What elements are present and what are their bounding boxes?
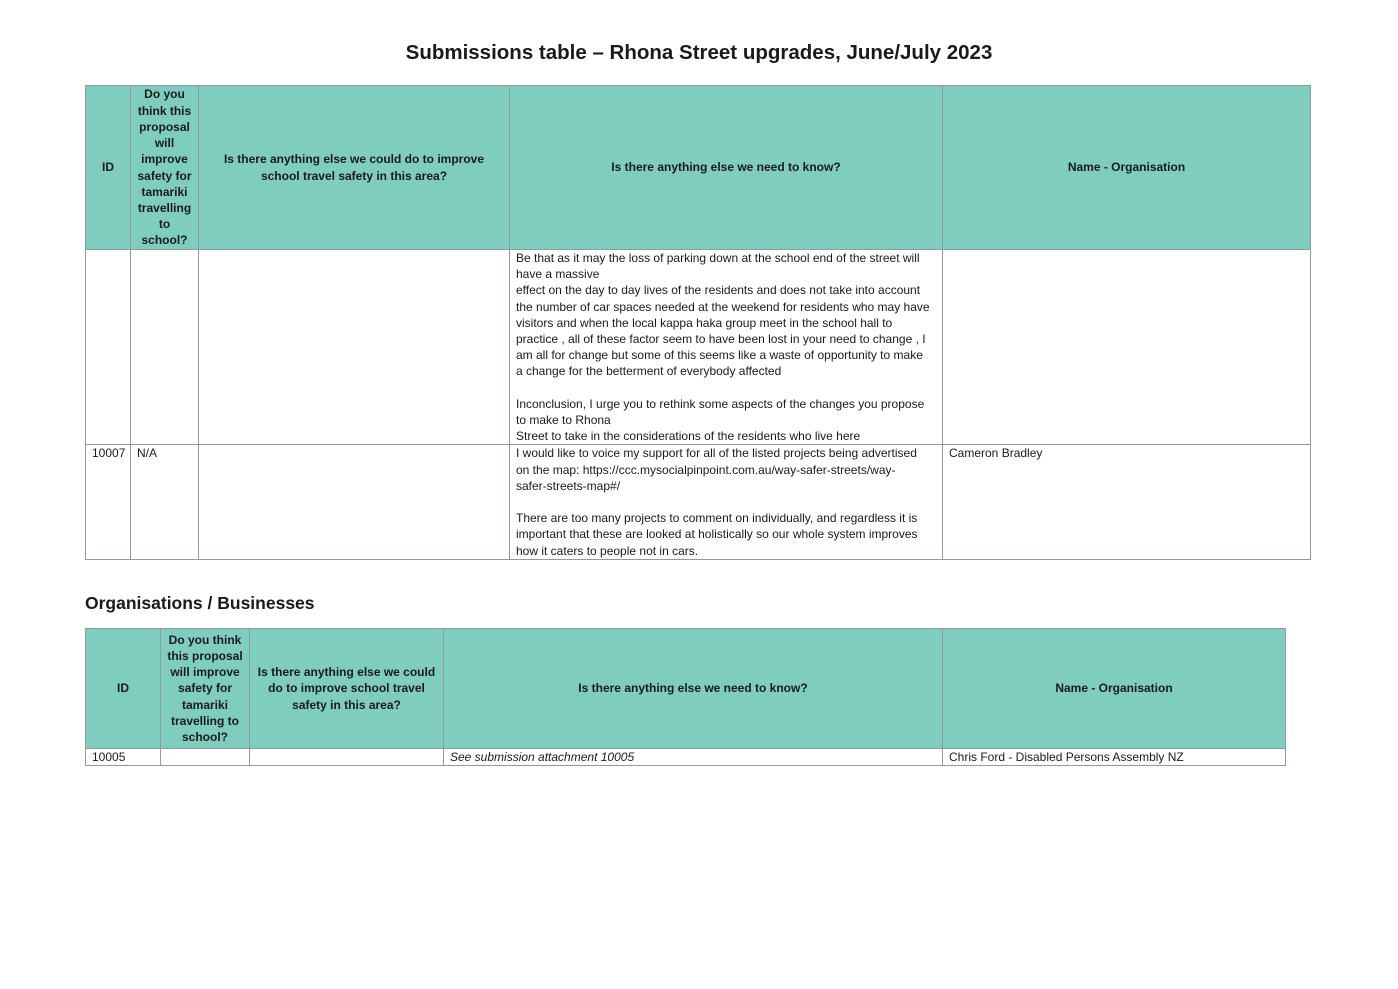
- header-improve-safety: Do you think this proposal will improve safety for tamariki travelling to school?: [131, 86, 199, 250]
- header-name-organisation: Name - Organisation: [943, 629, 1286, 749]
- table-header-row: [86, 86, 1311, 250]
- cell-improve-safety: [161, 749, 250, 766]
- page-title: Submissions table – Rhona Street upgrades, June/July 2023: [405, 41, 993, 64]
- header-name-organisation: Name - Organisation: [943, 86, 1311, 250]
- cell-need-to-know: See submission attachment 10005: [444, 749, 943, 766]
- cell-name-organisation: Cameron Bradley: [943, 445, 1311, 559]
- header-anything-else-safety: Is there anything else we could do to improve school travel safety in this area?: [250, 629, 444, 749]
- table-row: [86, 749, 1286, 766]
- cell-name-organisation: [943, 250, 1311, 445]
- table-header-row: [86, 629, 1286, 749]
- cell-improve-safety: N/A: [131, 445, 199, 559]
- header-id: ID: [86, 629, 161, 749]
- header-improve-safety: Do you think this proposal will improve safety for tamariki travelling to school?: [161, 629, 250, 749]
- cell-improve-safety: [131, 250, 199, 445]
- section-heading-organisations: Organisations / Businesses: [85, 593, 315, 613]
- cell-anything-else-safety: [199, 250, 510, 445]
- table-row: [86, 250, 1311, 445]
- header-id: ID: [86, 86, 131, 250]
- cell-id: [86, 250, 131, 445]
- cell-anything-else-safety: [199, 445, 510, 559]
- header-need-to-know: Is there anything else we need to know?: [510, 86, 943, 250]
- table-row: [86, 445, 1311, 559]
- submissions-table-organisations: [85, 628, 1286, 766]
- cell-name-organisation: Chris Ford - Disabled Persons Assembly NZ: [943, 749, 1286, 766]
- cell-id: 10007: [86, 445, 131, 559]
- cell-id: 10005: [86, 749, 161, 766]
- cell-need-to-know: [510, 445, 943, 559]
- submission-text: I would like to voice my support for all of the listed projects being advertised on the map: https://ccc.mysocialpinpoint.com.au/way-safer-streets/way- safer-streets-map#/ There are too many projects to comment on individually, and regardless it is important that these are looked at holistically so our whole system improves how it caters to people not in cars.: [516, 446, 918, 558]
- cell-anything-else-safety: [250, 749, 444, 766]
- submission-text: Be that as it may the loss of parking down at the school end of the street will have a massive effect on the day to day lives of the residents and does not take into account the number of car spaces needed at the weekend for residents who may have visitors and when the local kappa haka group meet in the school hall to practice , all of these factor seem to have been lost in your need to change , I am all for change but some of this seems like a waste of opportunity to make a change for the betterment of everybody affected Inconclusion, I urge you to rethink some aspects of the changes you propose to make to Rhona Street to take in the considerations of the residents who live here: [516, 251, 930, 444]
- submissions-table-individuals: [85, 85, 1311, 560]
- cell-need-to-know: [510, 250, 943, 445]
- header-need-to-know: Is there anything else we need to know?: [444, 629, 943, 749]
- header-anything-else-safety: Is there anything else we could do to improve school travel safety in this area?: [199, 86, 510, 250]
